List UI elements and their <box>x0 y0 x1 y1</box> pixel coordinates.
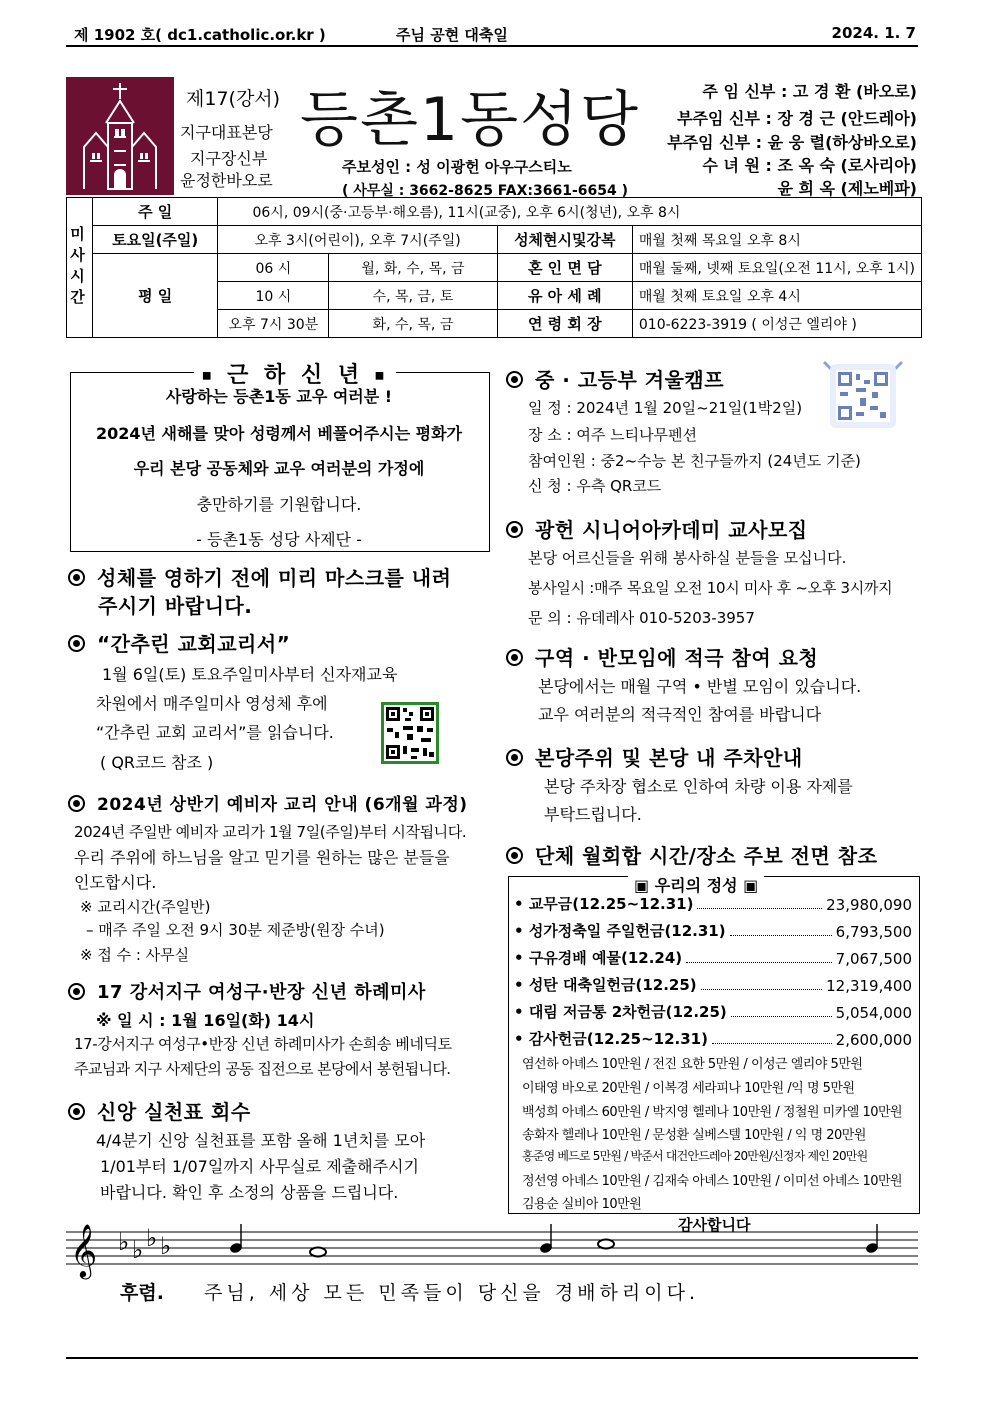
svg-text:♭: ♭ <box>146 1224 158 1252</box>
academy-line: 본당 어르신들을 위해 봉사하실 분들을 모십니다. <box>528 549 847 567</box>
funeral-value: 010-6223-3919 ( 이성근 엘리야 ) <box>632 310 921 338</box>
marriage-value: 매월 둘째, 넷째 토요일(오전 11시, 오후 1시) <box>632 254 921 282</box>
group-meeting-title: 구역 · 반모임에 적극 참여 요청 <box>506 642 818 671</box>
mass-side-label: 미사시간 <box>67 198 93 338</box>
svg-text:♭: ♭ <box>132 1236 144 1264</box>
bullet-icon <box>68 569 85 586</box>
parking-line: 부탁드립니다. <box>544 805 642 824</box>
top-line <box>66 24 916 44</box>
svg-text:♭: ♭ <box>160 1232 172 1260</box>
thanks-text: 감사합니다 <box>678 1216 751 1234</box>
catechumen-line: 인도합시다. <box>74 873 157 892</box>
donor-line: 김용순 실비아 10만원 <box>522 1197 642 1212</box>
svg-text:♭: ♭ <box>118 1228 130 1256</box>
greeting-line: 우리 본당 공동체와 교우 여러분의 가정에 <box>133 459 425 478</box>
greeting-line: 사랑하는 등촌1동 교우 여러분 ! <box>165 387 393 406</box>
offering-row: • 성가정축일 주일헌금(12.31) 6,793,500 <box>514 922 912 941</box>
weekday-label: 평 일 <box>92 254 218 338</box>
newyear-mass-line: 17-강서지구 여성구•반장 신년 하례미사가 손희송 베네딕토 <box>74 1035 452 1053</box>
donor-line: 백성희 아녜스 60만원 / 박지영 헬레나 10만원 / 정철원 미카엘 10만원 <box>522 1105 903 1120</box>
camp-line: 참여인원 : 중2~수능 본 친구들까지 (24년도 기준) <box>528 452 861 470</box>
catechism-title: “간추린 교회교리서” <box>68 628 290 657</box>
mask-notice-title-2: 주시기 바랍니다. <box>98 594 253 618</box>
music-staff <box>66 1210 918 1280</box>
offering-row: • 성탄 대축일헌금(12.25) 12,319,400 <box>514 976 912 995</box>
faith-sheet-line: 1/01부터 1/07일까지 사무실로 제출해주시기 <box>100 1157 419 1176</box>
group-line: 본당에서는 매월 구역 • 반별 모임이 있습니다. <box>538 677 862 696</box>
staff-sister-2: 윤 희 옥 (제노베파) <box>777 179 917 198</box>
feast-name: 주님 공현 대축일 <box>396 26 508 44</box>
camp-line: 일 정 : 2024년 1월 20일~21일(1박2일) <box>528 399 803 417</box>
newyear-mass-date: ※ 일 시 : 1월 16일(화) 14시 <box>96 1011 315 1030</box>
bullet-icon <box>506 749 523 766</box>
greeting-signature: - 등촌1동 성당 사제단 - <box>196 530 362 549</box>
catechumen-note: ※ 교리시간(주일반) <box>80 898 211 916</box>
funeral-label: 연 령 회 장 <box>497 310 632 338</box>
adoration-value: 매월 첫째 목요일 오후 8시 <box>632 226 921 254</box>
weekday-time: 06 시 <box>218 254 329 282</box>
catechumen-note: ※ 접 수 : 사무실 <box>80 946 190 964</box>
catechism-line: 1월 6일(토) 토요주일미사부터 신자재교육 <box>102 665 398 684</box>
bullet-icon <box>506 649 523 666</box>
donor-line: 홍준영 베드로 5만원 / 박준서 대건안드레아 20만원/신정자 제인 20만원 <box>522 1149 868 1163</box>
catechism-line: ( QR코드 참조 ) <box>100 753 214 772</box>
academy-title: 광헌 시니어아카데미 교사모집 <box>506 514 808 543</box>
catechumen-line: 우리 주위에 하느님을 알고 믿기를 원하는 많은 분들을 <box>74 848 450 867</box>
catechism-qr-code[interactable] <box>381 702 439 764</box>
staff-pastor: 주 임 신부 : 고 경 환 (바오로) <box>702 82 917 101</box>
catechumen-title: 2024년 상반기 예비자 교리 안내 (6개월 과정) <box>68 790 468 815</box>
newyear-mass-line: 주교님과 지구 사제단의 공동 집전으로 본당에서 봉헌됩니다. <box>74 1060 451 1078</box>
offering-row: • 대림 저금통 2차헌금(12.25) 5,054,000 <box>514 1003 912 1022</box>
catechumen-line: 2024년 주일반 예비자 교리가 1월 7일(주일)부터 시작됩니다. <box>74 823 467 841</box>
weekday-days: 월, 화, 수, 목, 금 <box>329 254 497 282</box>
newyear-mass-title: 17 강서지구 여성구·반장 신년 하례미사 <box>68 978 426 1004</box>
staff-assistant-1: 부주임 신부 : 장 경 근 (안드레아) <box>677 109 917 128</box>
greeting-title: ■ 근 하 신 년 ■ <box>194 358 396 389</box>
offering-row: • 감사헌금(12.25~12.31) 2,600,000 <box>514 1030 912 1049</box>
bullet-icon <box>68 1103 85 1120</box>
marriage-label: 혼 인 면 담 <box>497 254 632 282</box>
catechism-line: 차원에서 매주일미사 영성체 후에 <box>96 694 328 713</box>
weekday-time: 10 시 <box>218 282 329 310</box>
saturday-times: 오후 3시(어린이), 오후 7시(주일) <box>218 226 497 254</box>
offering-row: • 교무금(12.25~12.31) 23,980,090 <box>514 895 912 914</box>
group-line: 교우 여러분의 적극적인 참여를 바랍니다 <box>538 705 822 724</box>
camp-line: 장 소 : 여주 느티나무펜션 <box>528 426 698 444</box>
catechumen-note: – 매주 주일 오전 9시 30분 제준방(원장 수녀) <box>86 921 385 939</box>
saturday-label: 토요일(주일) <box>92 226 218 254</box>
staff-assistant-2: 부주임 신부 : 윤 웅 렬(하상바오로) <box>667 133 917 152</box>
issue-number: 제 1902 호( dc1.catholic.or.kr ) <box>74 26 326 44</box>
donor-line: 정선영 아녜스 10만원 / 김재숙 아녜스 10만원 / 이미선 아녜스 10만원 <box>522 1174 903 1189</box>
bottom-divider <box>66 1357 918 1359</box>
top-divider <box>66 45 918 47</box>
sunday-label: 주 일 <box>92 198 218 226</box>
greeting-line: 2024년 새해를 맞아 성령께서 베풀어주시는 평화가 <box>95 424 463 443</box>
district-priest-name: 윤정한바오로 <box>180 171 273 190</box>
faith-sheet-line: 4/4분기 신앙 실천표를 포함 올해 1년치를 모아 <box>96 1131 426 1150</box>
baptism-value: 매월 첫째 토요일 오후 4시 <box>632 282 921 310</box>
bullet-icon <box>506 521 523 538</box>
refrain-text <box>120 1278 699 1305</box>
bulletin-date: 2024. 1. 7 <box>831 24 916 42</box>
winter-camp-title: 중 · 고등부 겨울캠프 <box>506 364 724 393</box>
parking-line: 본당 주차장 협소로 인하여 차량 이용 자제를 <box>544 777 853 796</box>
weekday-days: 화, 수, 목, 금 <box>329 310 497 338</box>
district-name: 제17(강서) <box>186 88 281 110</box>
bullet-icon <box>68 983 85 1000</box>
bullet-icon <box>68 795 85 812</box>
bullet-icon <box>506 847 523 864</box>
catechism-line: “간추린 교회 교리서”를 읽습니다. <box>96 723 334 742</box>
offering-title: ▣ 우리의 정성 ▣ <box>628 873 764 896</box>
staff-sister-1: 수 녀 원 : 조 옥 숙 (로사리아) <box>702 156 917 175</box>
donor-line: 이태영 바오로 20만원 / 이복경 세라피나 10만원 /익 명 5만원 <box>522 1081 855 1096</box>
bullet-icon <box>68 635 85 652</box>
district-role: 지구대표본당 <box>180 123 273 142</box>
baptism-label: 유 아 세 례 <box>497 282 632 310</box>
patron-saint: 주보성인 : 성 이광헌 아우구스티노 <box>342 158 572 176</box>
academy-line: 문 의 : 유데레사 010-5203-3957 <box>528 609 755 627</box>
adoration-label: 성체현시및강복 <box>497 226 632 254</box>
faith-sheet-line: 바랍니다. 확인 후 소정의 상품을 드립니다. <box>100 1183 399 1202</box>
parish-title: 등촌1동성당 <box>300 85 640 155</box>
faith-sheet-title: 신앙 실천표 회수 <box>68 1096 251 1125</box>
greeting-line: 충만하기를 기원합니다. <box>196 495 362 514</box>
church-logo <box>66 77 174 195</box>
parking-title: 본당주위 및 본당 내 주차안내 <box>506 742 803 771</box>
treble-clef-icon: 𝄞 <box>70 1223 98 1277</box>
office-contact: ( 사무실 : 3662-8625 FAX:3661-6654 ) <box>342 183 629 199</box>
mask-notice-title: 성체를 영하기 전에 미리 마스크를 내려 <box>68 562 451 591</box>
offering-row: • 구유경배 예물(12.24) 7,067,500 <box>514 949 912 968</box>
weekday-time: 오후 7시 30분 <box>218 310 329 338</box>
bullet-icon <box>506 371 523 388</box>
meeting-schedule-title: 단체 월회합 시간/장소 주보 전면 참조 <box>506 840 877 869</box>
camp-line: 신 청 : 우측 QR코드 <box>528 477 662 495</box>
district-priest-title: 지구장신부 <box>190 149 268 168</box>
academy-line: 봉사일시 :매주 목요일 오전 10시 미사 후 ~오후 3시까지 <box>528 579 893 597</box>
weekday-days: 수, 목, 금, 토 <box>329 282 497 310</box>
donor-line: 송화자 헬레나 10만원 / 문성환 실베스텔 10만원 / 익 명 20만원 <box>522 1128 866 1143</box>
refrain-lyrics: 주님, 세상 모든 민족들이 당신을 경배하리이다. <box>203 1282 699 1304</box>
mass-schedule-table <box>66 197 922 338</box>
refrain-label: 후렴. <box>120 1282 164 1304</box>
sunday-times: 06시, 09시(중·고등부·해오름), 11시(교중), 오후 6시(청년), 오후 8시 <box>218 198 922 226</box>
camp-qr-code[interactable] <box>820 358 906 432</box>
donor-line: 염선하 아녜스 10만원 / 전진 요한 5만원 / 이성근 엘리야 5만원 <box>522 1057 863 1072</box>
